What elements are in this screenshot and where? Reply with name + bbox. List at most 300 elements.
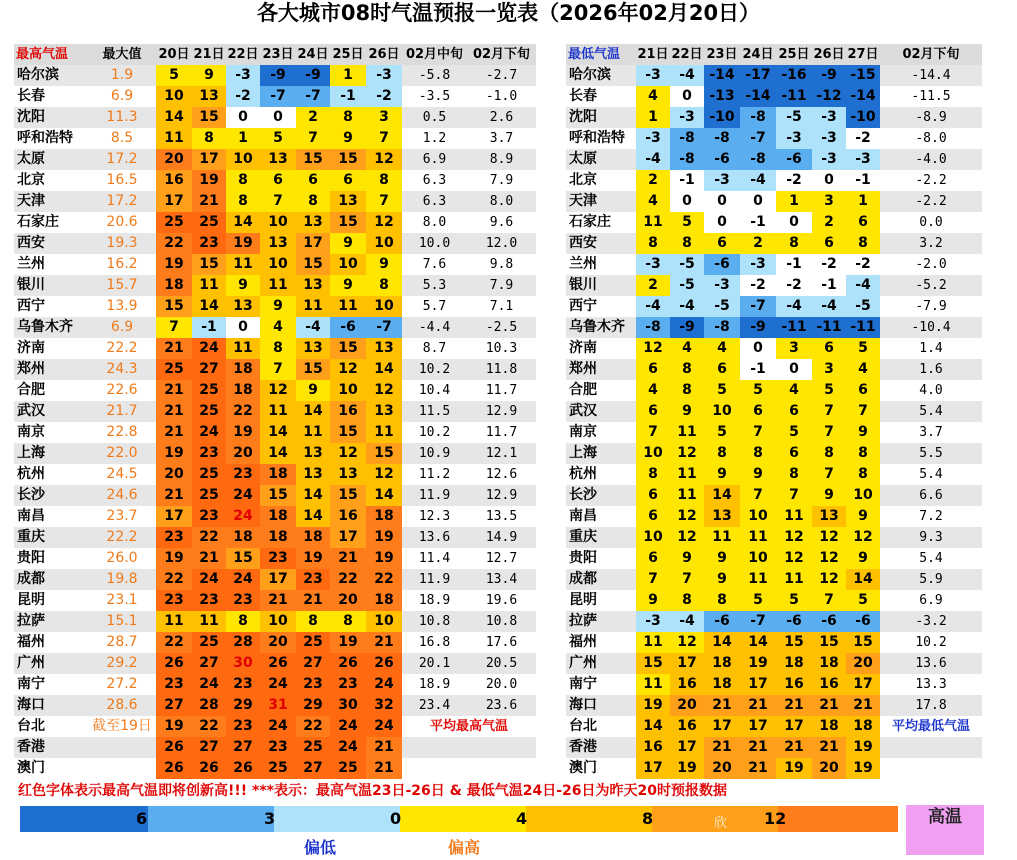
max-temp-cell: 5 bbox=[156, 65, 192, 86]
late-month-avg: -2.7 bbox=[467, 65, 536, 86]
max-table-row bbox=[14, 527, 536, 548]
record-max: 16.2 bbox=[106, 256, 138, 272]
late-month-avg: 17.6 bbox=[485, 635, 518, 650]
max-table-row bbox=[14, 716, 536, 737]
min-temp-cell: 5 bbox=[740, 590, 776, 611]
max-temp-cell: 20 bbox=[260, 632, 296, 653]
max-temp-cell: 25 bbox=[296, 737, 330, 758]
late-month-avg: 9.6 bbox=[489, 215, 514, 230]
city-name: 西宁 bbox=[569, 298, 597, 314]
city-name: 杭州 bbox=[569, 466, 597, 482]
max-temp-cell: 12 bbox=[366, 464, 402, 485]
max-temp-cell: 27 bbox=[192, 359, 226, 380]
max-temp-cell: 30 bbox=[226, 653, 260, 674]
min-temp-cell: 2 bbox=[812, 212, 846, 233]
min-temp-cell: 11 bbox=[670, 464, 704, 485]
min-temp-cell: 12 bbox=[670, 632, 704, 653]
late-month-avg: -2.2 bbox=[915, 173, 947, 188]
min-temp-cell: 0 bbox=[776, 212, 812, 233]
max-temp-cell: 14 bbox=[296, 506, 330, 527]
min-temp-cell: 6 bbox=[776, 401, 812, 422]
max-table-row bbox=[14, 317, 536, 338]
late-month-avg: 19.6 bbox=[485, 593, 518, 608]
late-month-avg: 12.6 bbox=[485, 467, 518, 482]
record-max: 24.5 bbox=[106, 466, 138, 482]
max-temp-cell: 22 bbox=[296, 716, 330, 737]
max-temp-cell: 20 bbox=[330, 590, 366, 611]
avg-min-note: 平均最低气温 bbox=[891, 719, 970, 734]
max-temp-cell: 7 bbox=[296, 128, 330, 149]
min-temp-cell: 14 bbox=[704, 485, 740, 506]
high-temp-box-label: 高温 bbox=[928, 807, 962, 827]
late-month-avg: 13.4 bbox=[467, 569, 536, 590]
min-temp-cell: 5 bbox=[846, 590, 880, 611]
city-name: 郑州 bbox=[14, 359, 88, 380]
min-temp-cell: -6 bbox=[704, 149, 740, 170]
mid-month-avg: 10.2 bbox=[418, 425, 451, 440]
max-temp-cell: 24 bbox=[226, 569, 260, 590]
min-temp-cell: 14 bbox=[704, 632, 740, 653]
max-temp-cell: 9 bbox=[226, 275, 260, 296]
late-month-avg: 3.2 bbox=[880, 233, 982, 254]
max-day-header: 02月中旬 bbox=[402, 44, 467, 65]
city-name: 贵阳 bbox=[17, 550, 45, 566]
max-table-row bbox=[14, 674, 536, 695]
min-temp-cell: 14 bbox=[636, 716, 670, 737]
max-temp-cell: 18 bbox=[296, 527, 330, 548]
max-temp-cell: 25 bbox=[192, 401, 226, 422]
mid-month-avg: 6.3 bbox=[422, 173, 447, 188]
min-temp-cell: 8 bbox=[846, 464, 880, 485]
late-month-avg: 12.1 bbox=[467, 443, 536, 464]
min-temp-cell: 7 bbox=[812, 464, 846, 485]
max-temp-cell: 9 bbox=[330, 275, 366, 296]
min-temp-cell: -6 bbox=[704, 611, 740, 632]
late-month-avg: 9.8 bbox=[489, 257, 514, 272]
city-name: 哈尔滨 bbox=[566, 65, 636, 86]
max-temp-cell: 23 bbox=[192, 506, 226, 527]
legend-num-0: 0 bbox=[390, 809, 402, 828]
max-temp-cell: 19 bbox=[330, 632, 366, 653]
max-temp-cell: 15 bbox=[366, 443, 402, 464]
max-temp-cell: 8 bbox=[366, 170, 402, 191]
city-name: 武汉 bbox=[14, 401, 88, 422]
min-day-header: 21日 bbox=[636, 44, 670, 65]
late-month-avg: -11.5 bbox=[911, 89, 951, 104]
min-temp-cell: -1 bbox=[846, 170, 880, 191]
min-temp-cell: -3 bbox=[636, 254, 670, 275]
min-temp-cell: -2 bbox=[776, 275, 812, 296]
city-name: 乌鲁木齐 bbox=[14, 317, 88, 338]
min-temp-cell: -7 bbox=[740, 611, 776, 632]
max-temp-cell: 24 bbox=[226, 485, 260, 506]
max-temp-cell: 11 bbox=[226, 254, 260, 275]
city-name: 长沙 bbox=[14, 485, 88, 506]
late-month-avg: -2.2 bbox=[880, 191, 982, 212]
mid-month-avg: 6.3 bbox=[402, 191, 467, 212]
max-temp-cell: 30 bbox=[330, 695, 366, 716]
min-temp-cell: -6 bbox=[846, 611, 880, 632]
min-temp-cell: -9 bbox=[812, 65, 846, 86]
max-temp-cell: 23 bbox=[156, 590, 192, 611]
max-temp-cell: -9 bbox=[296, 65, 330, 86]
max-table-row bbox=[14, 611, 536, 632]
late-month-avg: 5.4 bbox=[919, 551, 943, 566]
min-temp-cell: 12 bbox=[812, 527, 846, 548]
min-table-row bbox=[566, 422, 982, 443]
min-day-header: 02月下旬 bbox=[880, 44, 982, 65]
max-temp-cell: 23 bbox=[296, 674, 330, 695]
min-temp-cell: 21 bbox=[846, 695, 880, 716]
max-temp-cell: 0 bbox=[226, 317, 260, 338]
max-temp-cell: -4 bbox=[296, 317, 330, 338]
max-temp-cell: 12 bbox=[330, 443, 366, 464]
min-temp-cell: 16 bbox=[636, 737, 670, 758]
late-month-avg: 8.0 bbox=[467, 191, 536, 212]
max-temp-cell: 10 bbox=[366, 296, 402, 317]
min-temp-cell: 4 bbox=[636, 380, 670, 401]
min-temp-cell: -3 bbox=[704, 170, 740, 191]
min-temp-cell: 18 bbox=[704, 674, 740, 695]
min-temp-cell: 8 bbox=[846, 233, 880, 254]
min-temp-cell: 0 bbox=[704, 212, 740, 233]
min-temp-cell: 9 bbox=[670, 548, 704, 569]
max-temp-cell: 4 bbox=[260, 317, 296, 338]
max-temp-cell: 25 bbox=[192, 485, 226, 506]
min-temp-cell: -17 bbox=[740, 65, 776, 86]
min-table-row bbox=[566, 590, 982, 611]
min-day-header: 27日 bbox=[846, 44, 880, 65]
city-name: 沈阳 bbox=[566, 107, 636, 128]
late-month-avg: 13.6 bbox=[880, 653, 982, 674]
record-max: 17.2 bbox=[88, 149, 156, 170]
city-name: 广州 bbox=[566, 653, 636, 674]
min-temp-cell: -7 bbox=[740, 128, 776, 149]
min-table-row bbox=[566, 170, 982, 191]
max-temp-cell: 25 bbox=[156, 212, 192, 233]
min-temp-cell: 1 bbox=[636, 107, 670, 128]
max-temp-cell: 12 bbox=[260, 380, 296, 401]
max-table-row bbox=[14, 443, 536, 464]
record-max: 17.2 bbox=[88, 191, 156, 212]
record-max: 22.6 bbox=[106, 382, 138, 398]
max-temp-cell: 23 bbox=[156, 674, 192, 695]
max-temp-cell: 23 bbox=[330, 674, 366, 695]
mid-month-avg: 13.6 bbox=[402, 527, 467, 548]
city-name: 澳门 bbox=[569, 760, 597, 776]
min-day-header: 24日 bbox=[740, 44, 776, 65]
max-temp-cell: 17 bbox=[156, 506, 192, 527]
max-day-header: 22日 bbox=[226, 44, 260, 65]
max-table-row bbox=[14, 590, 536, 611]
min-temp-cell: 20 bbox=[846, 653, 880, 674]
min-temp-cell: 21 bbox=[704, 695, 740, 716]
record-max: 28.6 bbox=[88, 695, 156, 716]
max-temp-cell: 25 bbox=[296, 632, 330, 653]
min-temp-cell: -3 bbox=[812, 128, 846, 149]
max-temp-cell: 17 bbox=[192, 149, 226, 170]
max-table-row bbox=[14, 233, 536, 254]
mid-month-avg bbox=[402, 737, 467, 758]
min-temp-cell: 9 bbox=[740, 464, 776, 485]
min-temp-cell: -4 bbox=[812, 296, 846, 317]
max-temp-cell: 11 bbox=[330, 296, 366, 317]
max-temp-cell: -7 bbox=[366, 317, 402, 338]
max-temp-cell: 15 bbox=[156, 296, 192, 317]
city-name: 南京 bbox=[569, 424, 597, 440]
min-temp-cell: 6 bbox=[636, 359, 670, 380]
max-temp-cell: 11 bbox=[366, 422, 402, 443]
min-temp-cell: 12 bbox=[812, 569, 846, 590]
late-month-avg: -10.4 bbox=[880, 317, 982, 338]
min-table-row bbox=[566, 317, 982, 338]
max-temp-cell: 31 bbox=[260, 695, 296, 716]
min-temp-cell: 21 bbox=[812, 695, 846, 716]
min-temp-cell: -1 bbox=[740, 359, 776, 380]
mid-month-avg: 1.2 bbox=[422, 131, 447, 146]
max-temp-cell: 15 bbox=[296, 149, 330, 170]
max-temp-cell: 10 bbox=[226, 149, 260, 170]
min-table-row bbox=[566, 758, 982, 779]
max-temp-cell: 19 bbox=[226, 233, 260, 254]
max-table-row bbox=[14, 506, 536, 527]
min-temp-cell: 11 bbox=[776, 506, 812, 527]
min-temp-cell: 17 bbox=[740, 674, 776, 695]
min-temp-cell: -4 bbox=[670, 611, 704, 632]
max-temp-cell: 11 bbox=[226, 338, 260, 359]
max-temp-cell: 13 bbox=[366, 401, 402, 422]
max-temp-cell: 18 bbox=[366, 506, 402, 527]
city-name: 长春 bbox=[569, 88, 597, 104]
max-temp-cell: 25 bbox=[192, 212, 226, 233]
city-name: 杭州 bbox=[17, 466, 45, 482]
legend-lightblue bbox=[274, 806, 400, 832]
min-temp-cell: -5 bbox=[846, 296, 880, 317]
record-max: 24.3 bbox=[88, 359, 156, 380]
max-temp-cell: 13 bbox=[296, 275, 330, 296]
min-temp-cell: 20 bbox=[670, 695, 704, 716]
record-max: 28.7 bbox=[106, 634, 138, 650]
max-table-row bbox=[14, 65, 536, 86]
late-month-avg: 2.6 bbox=[467, 107, 536, 128]
mid-month-avg: 11.5 bbox=[402, 401, 467, 422]
min-table-row bbox=[566, 737, 982, 758]
mid-month-avg: 10.8 bbox=[402, 611, 467, 632]
min-temp-cell: -3 bbox=[636, 128, 670, 149]
late-month-avg bbox=[467, 758, 536, 779]
min-temp-cell: 11 bbox=[740, 527, 776, 548]
max-temp-cell: 24 bbox=[260, 674, 296, 695]
min-temp-cell: -11 bbox=[776, 86, 812, 107]
record-max bbox=[88, 758, 156, 779]
min-temp-cell: 0 bbox=[670, 191, 704, 212]
max-temp-cell: 15 bbox=[330, 422, 366, 443]
record-max: 22.8 bbox=[106, 424, 138, 440]
record-max: 截至19日 bbox=[92, 718, 152, 734]
min-temp-cell: 12 bbox=[812, 548, 846, 569]
min-table-row bbox=[566, 716, 982, 737]
min-table-row bbox=[566, 380, 982, 401]
min-temp-cell: 8 bbox=[740, 443, 776, 464]
min-temp-cell: 15 bbox=[846, 632, 880, 653]
max-temp-cell: 25 bbox=[192, 464, 226, 485]
min-temp-cell: 18 bbox=[812, 716, 846, 737]
max-temp-cell: 32 bbox=[366, 695, 402, 716]
late-month-avg: 12.9 bbox=[467, 401, 536, 422]
city-name: 兰州 bbox=[569, 256, 597, 272]
max-temp-cell: 6 bbox=[330, 170, 366, 191]
max-temp-cell: 13 bbox=[296, 338, 330, 359]
min-temp-cell: 10 bbox=[704, 401, 740, 422]
min-temp-cell: -2 bbox=[846, 128, 880, 149]
city-name: 西安 bbox=[14, 233, 88, 254]
max-temp-cell: 19 bbox=[192, 170, 226, 191]
record-max: 1.9 bbox=[88, 65, 156, 86]
min-temp-cell: 2 bbox=[740, 233, 776, 254]
max-temp-cell: 7 bbox=[366, 128, 402, 149]
legend-low-label: 偏低 bbox=[304, 838, 337, 857]
max-temp-cell: -3 bbox=[366, 65, 402, 86]
max-temp-cell: 14 bbox=[156, 107, 192, 128]
min-table-row bbox=[566, 212, 982, 233]
min-temp-cell: 6 bbox=[704, 359, 740, 380]
min-temp-cell: -3 bbox=[704, 275, 740, 296]
legend-num-12: 12 bbox=[764, 809, 787, 828]
min-temp-cell: -8 bbox=[704, 317, 740, 338]
min-table-row bbox=[566, 695, 982, 716]
max-temp-cell: 7 bbox=[366, 191, 402, 212]
late-month-avg: -4.0 bbox=[880, 149, 982, 170]
min-temp-cell: 11 bbox=[636, 674, 670, 695]
max-temp-cell: 23 bbox=[226, 674, 260, 695]
min-temp-cell: 8 bbox=[670, 359, 704, 380]
mid-month-avg: 20.1 bbox=[402, 653, 467, 674]
min-temp-cell: -11 bbox=[812, 317, 846, 338]
max-temp-cell: 15 bbox=[260, 485, 296, 506]
late-month-avg: 17.8 bbox=[880, 695, 982, 716]
city-name: 石家庄 bbox=[17, 214, 59, 230]
watermark: 欣 bbox=[714, 816, 728, 831]
city-name: 成都 bbox=[14, 569, 88, 590]
city-name: 北京 bbox=[569, 172, 597, 188]
max-temp-cell: 21 bbox=[192, 191, 226, 212]
max-temp-cell: 7 bbox=[260, 191, 296, 212]
max-temp-cell: 27 bbox=[296, 758, 330, 779]
max-temp-cell: 22 bbox=[192, 716, 226, 737]
min-temp-cell: -5 bbox=[670, 254, 704, 275]
city-name: 南京 bbox=[17, 424, 45, 440]
max-temp-cell: 13 bbox=[192, 86, 226, 107]
record-max: 24.6 bbox=[88, 485, 156, 506]
min-temp-cell: -8 bbox=[670, 149, 704, 170]
min-temp-cell: -2 bbox=[740, 275, 776, 296]
min-temp-cell: -9 bbox=[670, 317, 704, 338]
legend-num-8: 8 bbox=[642, 809, 654, 828]
max-table-header bbox=[14, 44, 536, 65]
city-name: 拉萨 bbox=[14, 611, 88, 632]
min-temp-cell: 5 bbox=[776, 590, 812, 611]
city-name: 澳门 bbox=[17, 760, 45, 776]
min-table-row bbox=[566, 191, 982, 212]
max-temp-cell: 19 bbox=[296, 548, 330, 569]
record-max: 8.5 bbox=[110, 130, 134, 146]
min-temp-cell: 11 bbox=[704, 527, 740, 548]
record-max: 19.3 bbox=[88, 233, 156, 254]
max-temp-cell: 18 bbox=[260, 506, 296, 527]
mid-month-avg: 8.7 bbox=[422, 341, 447, 356]
min-temp-cell: 11 bbox=[776, 569, 812, 590]
min-temp-cell: 6 bbox=[812, 338, 846, 359]
late-month-avg: 1.6 bbox=[880, 359, 982, 380]
max-temp-cell: -7 bbox=[260, 86, 296, 107]
city-name: 天津 bbox=[566, 191, 636, 212]
min-temp-cell: 0 bbox=[740, 191, 776, 212]
min-temp-cell: -10 bbox=[704, 107, 740, 128]
legend-red bbox=[778, 806, 898, 832]
mid-month-avg: 10.2 bbox=[402, 359, 467, 380]
city-name: 南宁 bbox=[569, 676, 597, 692]
max-temp-cell: 13 bbox=[330, 464, 366, 485]
min-temp-cell: -4 bbox=[636, 296, 670, 317]
min-temp-cell: 3 bbox=[776, 338, 812, 359]
mid-month-avg: 18.9 bbox=[418, 593, 451, 608]
max-temp-cell: 25 bbox=[192, 632, 226, 653]
min-temp-cell: 21 bbox=[740, 758, 776, 779]
max-table-row bbox=[14, 212, 536, 233]
max-temp-cell: 24 bbox=[192, 338, 226, 359]
min-temp-table bbox=[566, 44, 982, 779]
page-title: 各大城市08时气温预报一览表（2026年02月20日） bbox=[256, 1, 761, 25]
min-temp-cell: 17 bbox=[776, 716, 812, 737]
max-temp-cell: 23 bbox=[192, 590, 226, 611]
max-temp-cell: 12 bbox=[330, 359, 366, 380]
min-temp-cell: 10 bbox=[636, 527, 670, 548]
max-temp-cell: 26 bbox=[260, 653, 296, 674]
min-temp-cell: 11 bbox=[670, 422, 704, 443]
min-temp-cell: -4 bbox=[740, 170, 776, 191]
min-temp-cell: -6 bbox=[776, 149, 812, 170]
min-temp-cell: 9 bbox=[704, 464, 740, 485]
max-day-header: 21日 bbox=[192, 44, 226, 65]
max-temp-cell: 19 bbox=[156, 443, 192, 464]
min-table-row bbox=[566, 149, 982, 170]
min-temp-cell: -4 bbox=[846, 275, 880, 296]
mid-month-avg: -3.5 bbox=[418, 89, 451, 104]
min-table-row bbox=[566, 128, 982, 149]
min-temp-cell: -15 bbox=[846, 65, 880, 86]
min-temp-cell: 21 bbox=[776, 695, 812, 716]
max-temp-cell: -3 bbox=[226, 65, 260, 86]
min-temp-cell: 19 bbox=[846, 737, 880, 758]
max-temp-cell: 17 bbox=[156, 191, 192, 212]
min-temp-cell: 1 bbox=[846, 191, 880, 212]
max-temp-cell: 15 bbox=[330, 338, 366, 359]
max-temp-cell: 11 bbox=[296, 296, 330, 317]
city-name: 昆明 bbox=[17, 592, 45, 608]
late-month-avg: 8.9 bbox=[467, 149, 536, 170]
min-table-row bbox=[566, 296, 982, 317]
min-temp-cell: 0 bbox=[812, 170, 846, 191]
late-month-avg: -7.9 bbox=[915, 299, 947, 314]
city-name: 济南 bbox=[569, 340, 597, 356]
max-temp-cell: 21 bbox=[296, 590, 330, 611]
max-temp-cell: 10 bbox=[366, 611, 402, 632]
max-temp-cell: 3 bbox=[366, 107, 402, 128]
max-table-row bbox=[14, 758, 536, 779]
max-temp-cell: 28 bbox=[192, 695, 226, 716]
min-temp-cell: 4 bbox=[776, 380, 812, 401]
min-temp-cell: -1 bbox=[670, 170, 704, 191]
